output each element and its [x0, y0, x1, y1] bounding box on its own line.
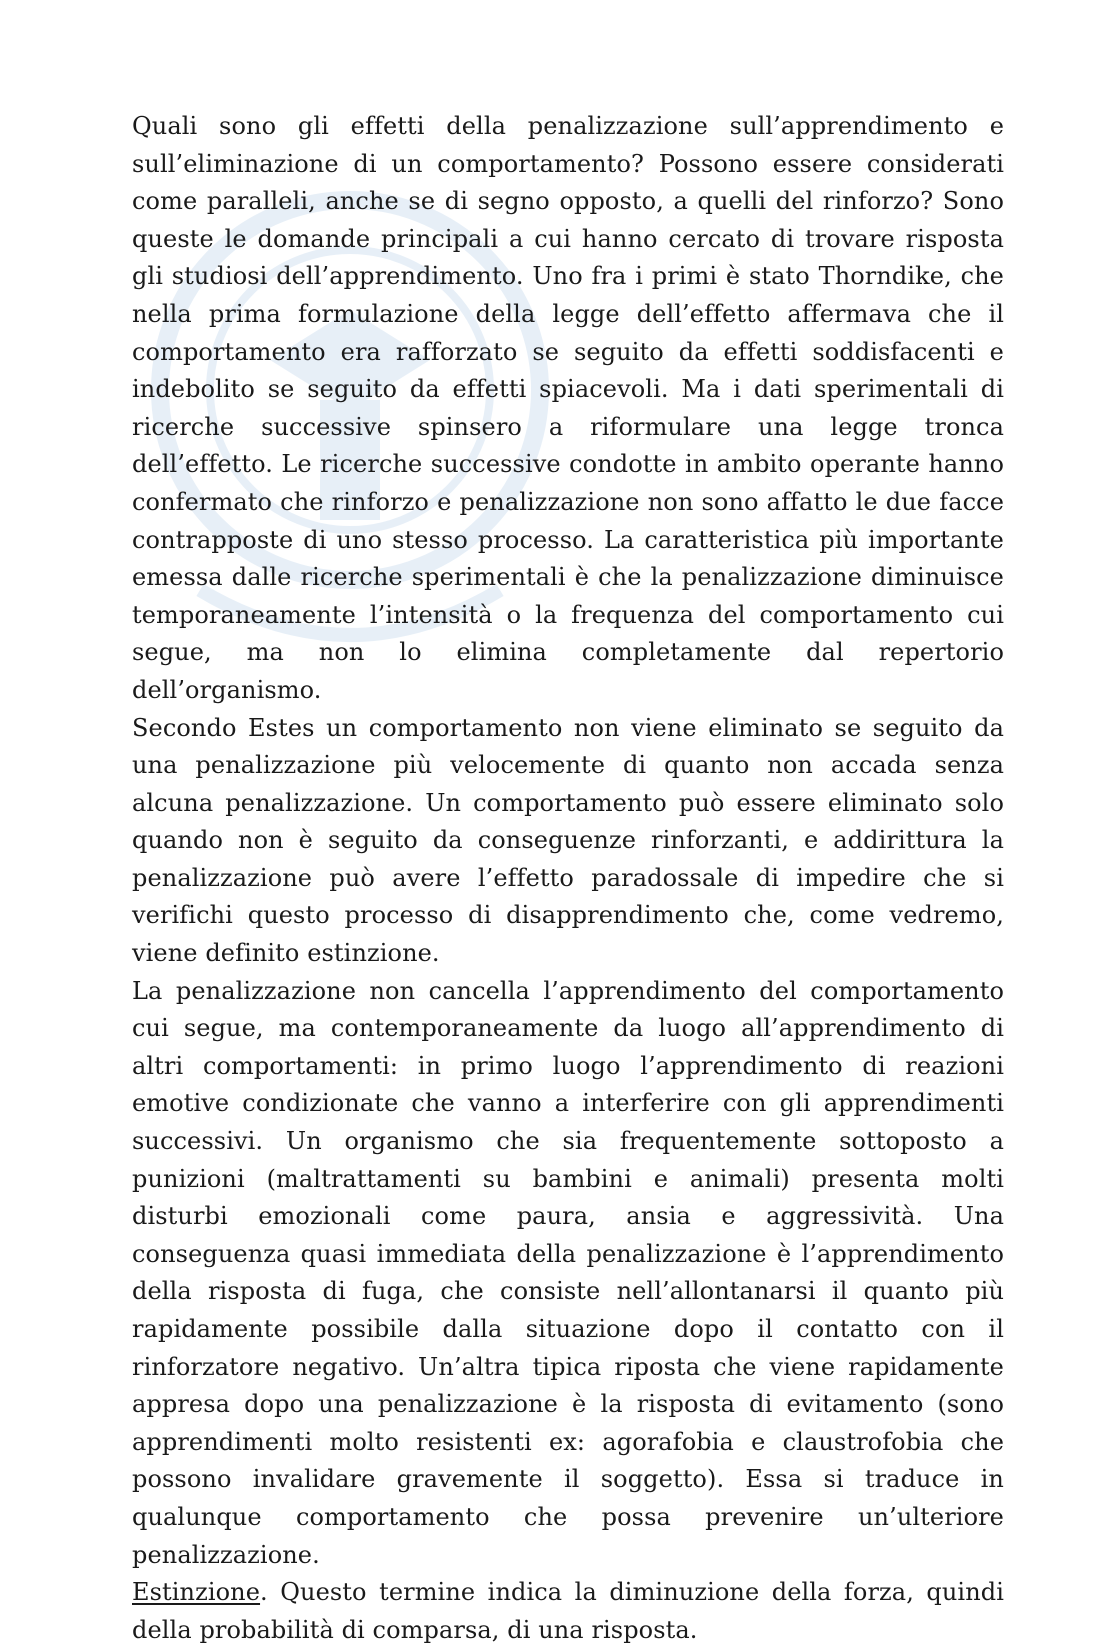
- paragraph-4-text: . Questo termine indica la diminuzione della forza, quindi della probabilità di comparsa, di una risposta.: [132, 1578, 1004, 1644]
- document-body: [132, 108, 1004, 1649]
- paragraph-3: La penalizzazione non cancella l’apprendimento del comportamento cui segue, ma contemporaneamente da luogo all’apprendimento di altri comportamenti: in primo luogo l’apprendimento di reazioni emotive condizionate che vanno a interferire con gli apprendimenti successivi. Un organismo che sia frequentemente sottoposto a punizioni (maltrattamenti su bambini e animali) presenta molti disturbi emozionali come paura, ansia e aggressività. Una conseguenza quasi immediata della penalizzazione è l’apprendimento della risposta di fuga, che consiste nell’allontanarsi il quanto più rapidamente possibile dalla situazione dopo il contatto con il rinforzatore negativo. Un’altra tipica riposta che viene rapidamente appresa dopo una penalizzazione è la risposta di evitamento (sono apprendimenti molto resistenti ex: agorafobia e claustrofobia che possono invalidare gravemente il soggetto). Essa si traduce in qualunque comportamento che possa prevenire un’ulteriore penalizzazione.: [132, 976, 1004, 1569]
- paragraph-1: Quali sono gli effetti della penalizzazione sull’apprendimento e sull’eliminazione di un comportamento? Possono essere considerati come paralleli, anche se di segno opposto, a quelli del rinforzo? Sono queste le domande principali a cui hanno cercato di trovare risposta gli studiosi dell’apprendimento. Uno fra i primi è stato Thorndike, che nella prima formulazione della legge dell’effetto affermava che il comportamento era rafforzato se seguito da effetti soddisfacenti e indebolito se seguito da effetti spiacevoli. Ma i dati sperimentali di ricerche successive spinsero a riformulare una legge tronca dell’effetto. Le ricerche successive condotte in ambito operante hanno confermato che rinforzo e penalizzazione non sono affatto le due facce contrapposte di uno stesso processo. La caratteristica più importante emessa dalle ricerche sperimentali è che la penalizzazione diminuisce temporaneamente l’intensità o la frequenza del comportamento cui segue, ma non lo elimina completamente dal repertorio dell’organismo.: [132, 112, 1004, 704]
- paragraph-4: [132, 1574, 1004, 1649]
- term-estinzione: Estinzione: [132, 1578, 261, 1607]
- paragraph-2: Secondo Estes un comportamento non viene eliminato se seguito da una penalizzazione più velocemente di quanto non accada senza alcuna penalizzazione. Un comportamento può essere eliminato solo quando non è seguito da conseguenze rinforzanti, e addirittura la penalizzazione può avere l’effetto paradossale di impedire che si verifichi questo processo di disapprendimento che, come vedremo, viene definito estinzione.: [132, 713, 1004, 968]
